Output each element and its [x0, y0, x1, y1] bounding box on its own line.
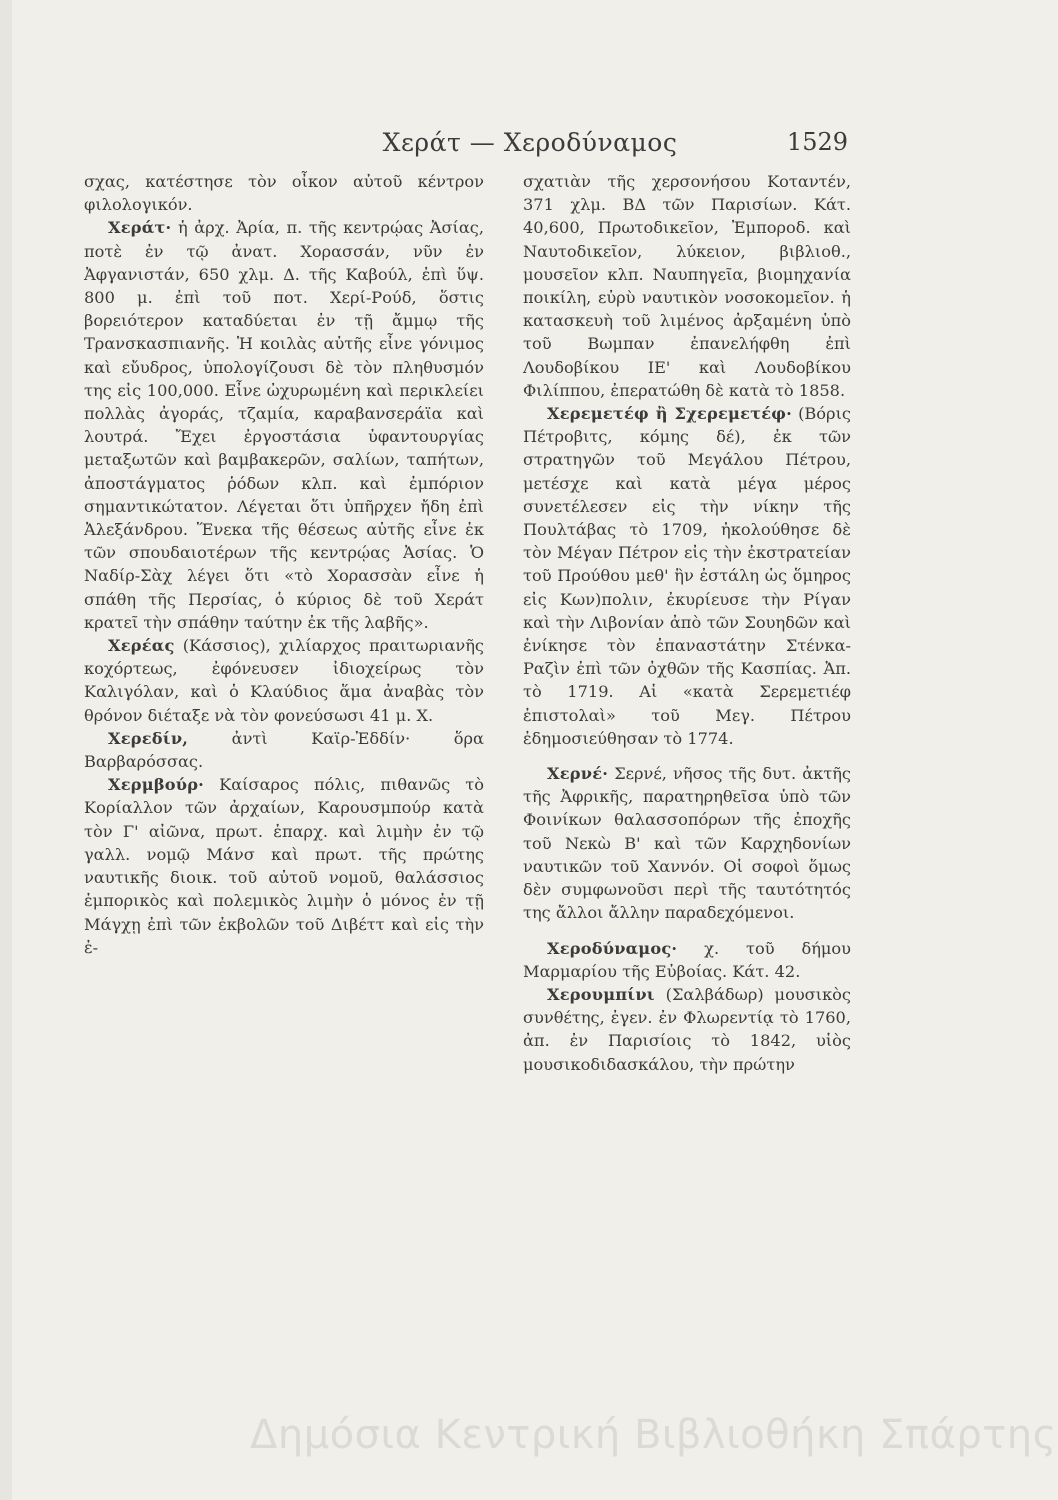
entry-text: χ. τοῦ δήμου Μαρμαρίου τῆς Εὐβοίας. Κάτ. 42. [523, 938, 851, 981]
right-column [523, 170, 851, 1076]
page-number: 1529 [786, 128, 848, 156]
dictionary-entry [523, 762, 851, 924]
headword: Χερεδίν, [108, 728, 189, 748]
paragraph: σχατιὰν τῆς χερσονήσου Κοταντέν, 371 χλμ. ΒΔ τῶν Παρισίων. Κάτ. 40,600, Πρωτοδικεῖον, Ἐμποροδ. καὶ Ναυτοδικεῖον, λύκειον, βιβλιοθ., μουσεῖον κλπ. Ναυπηγεῖα, βιομηχανία ποικίλη, εὐρὺ ναυτικὸν νοσοκομεῖον. ἡ κατασκευὴ τοῦ λιμένος ἀρξαμένη ὑπὸ τοῦ Βωμπαν ἐπανελήφθη ἐπὶ Λουδοβίκου ΙΕ' καὶ Λουδοβίκου Φιλίππου, ἐπερατώθη δὲ κατὰ τὸ 1858. [523, 172, 851, 400]
entry-text: Καίσαρος πόλις, πιθανῶς τὸ Κορίαλλον τῶν ἀρχαίων, Καρουσμπούρ κατὰ τὸν Γ' αἰῶνα, πρωτ. ἐπαρχ. καὶ λιμὴν ἐν τῷ γαλλ. νομῷ Μάνσ καὶ πρωτ. τῆς πρώτης ναυτικῆς διοικ. τοῦ αὐτοῦ νομοῦ, θαλάσσιος ἐμπορικὸς καὶ πολεμικὸς λιμὴν ὁ μόνος ἐν τῇ Μάγχῃ ἐπὶ τῶν ἐκβολῶν τοῦ Διβέττ καὶ εἰς τὴν ἐ- [84, 775, 484, 957]
headword: Χερουμπίνι [547, 984, 655, 1004]
entry-text: Σερνέ, νῆσος τῆς δυτ. ἀκτῆς τῆς Ἀφρικῆς, παρατηρηθεῖσα ὑπὸ τῶν Φοινίκων θαλασσοπόρων τῆς ἐποχῆς τοῦ Νεκὼ Β' καὶ τῶν Καρχηδονίων ναυτικῶν τοῦ Χαννόν. Οἱ σοφοὶ ὅμως δὲν συμφωνοῦσι περὶ τῆς ταυτότητός της ἄλλοι ἄλλην παραδεχόμενοι. [523, 764, 851, 923]
page-edge [0, 0, 12, 1500]
headword: Χεροδύναμος· [547, 938, 678, 958]
dictionary-entry [84, 634, 484, 727]
headword: Χερμβούρ· [108, 775, 204, 795]
entry-text: ἀντὶ Καϊρ-Ἐδδίν· ὅρα Βαρβαρόσσας. [84, 728, 484, 772]
dictionary-entry [84, 773, 484, 959]
left-column [84, 170, 484, 959]
dictionary-entry [523, 983, 851, 1076]
paragraph: σχας, κατέστησε τὸν οἶκον αὐτοῦ κέντρον φιλολογικόν. [84, 172, 484, 215]
entry-text: (Κάσσιος), χιλίαρχος πραιτωριανῆς κοχόρτεως, ἐφόνευσεν ἰδιοχείρως τὸν Καλιγόλαν, καὶ ὁ Κλαύδιος ἅμα ἀναβὰς τὸν θρόνον διέταξε νὰ τὸν φονεύσωσι 41 μ. Χ. [84, 636, 484, 725]
entry-text: ἡ ἀρχ. Ἀρία, π. τῆς κεντρῴας Ἀσίας, ποτὲ ἐν τῷ ἀνατ. Χορασσάν, νῦν ἐν Ἀφγανιστάν, 650 χλμ. Δ. τῆς Καβούλ, ἐπὶ ὕψ. 800 μ. ἐπὶ τοῦ ποτ. Χερί-Ρούδ, ὅστις βορειότερον καταδύεται ἐν τῇ ἄμμῳ τῆς Τρανσκασπιανῆς. Ἡ κοιλὰς αὐτῆς εἶνε γόνιμος καὶ εὔυδρος, ὑπολογίζουσι δὲ τὸν πληθυσμόν της εἰς 100,000. Εἶνε ὠχυρωμένη καὶ περικλείει πολλὰς ἀγοράς, τζαμία, καραβανσεράϊα καὶ λουτρά. Ἔχει ἐργοστάσια ὑφαντουργίας μεταξωτῶν καὶ βαμβακερῶν, σαλίων, ταπήτων, ἀποστάγματος ῥόδων κλπ. καὶ ἐμπόριον σημαντικώτατον. Λέγεται ὅτι ὑπῆρχεν ἤδη ἐπὶ Ἀλεξάνδρου. Ἕνεκα τῆς θέσεως αὐτῆς εἶνε ἐκ τῶν σπουδαιοτέρων τῆς κεντρῴας Ἀσίας. Ὁ Ναδίρ-Σὰχ λέγει ὅτι «τὸ Χορασσὰν εἶνε ἡ σπάθη τῆς Περσίας, ὁ κύριος δὲ τοῦ Χεράτ κρατεῖ τὴν σπάθην ταύτην ἐκ τῆς λαβῆς». [84, 218, 484, 632]
headword: Χερνέ· [547, 764, 609, 784]
headword: Χερέας [108, 636, 175, 656]
library-watermark: Δημόσια Κεντρική Βιβλιοθήκη Σπάρτης [250, 1412, 1057, 1458]
headword: Χεράτ· [108, 218, 172, 238]
dictionary-entry [84, 727, 484, 773]
dictionary-entry [523, 937, 851, 983]
dictionary-entry [84, 216, 484, 634]
dictionary-entry [523, 402, 851, 750]
entry-text: (Σαλβάδωρ) μουσικὸς συνθέτης, ἐγεν. ἐν Φλωρεντίᾳ τὸ 1760, ἀπ. ἐν Παρισίοις τὸ 1842, υἱὸς μουσικοδιδασκάλου, τὴν πρώτην [523, 984, 851, 1074]
running-header: Χεράτ — Χεροδύναμος [382, 128, 678, 157]
entry-text: (Βόρις Πέτροβιτς, κόμης δέ), ἐκ τῶν στρατηγῶν τοῦ Μεγάλου Πέτρου, μετέσχε καὶ κατὰ μέγα μέρος συνετέλεσεν εἰς τὴν νίκην τῆς Πουλτάβας τὸ 1709, ἠκολούθησε δὲ τὸν Μέγαν Πέτρον εἰς τὴν ἐκστρατείαν τοῦ Προύθου μεθ' ἣν ἐστάλη ὡς ὅμηρος εἰς Κων)πολιν, ἐκυρίευσε τὴν Ρίγαν καὶ τὴν Λιβονίαν ἀπὸ τῶν Σουηδῶν καὶ ἐνίκησε τὸν ἐπαναστάτην Στένκα-Ραζὶν ἐπὶ τῶν ὀχθῶν τῆς Κασπίας. Ἀπ. τὸ 1719. Αἱ «κατὰ Σερεμετιέφ ἐπιστολαὶ» τοῦ Μεγ. Πέτρου ἐδημοσιεύθησαν τὸ 1774. [523, 404, 851, 748]
headword: Χερεμετέφ ἢ Σχερεμετέφ· [547, 404, 792, 424]
